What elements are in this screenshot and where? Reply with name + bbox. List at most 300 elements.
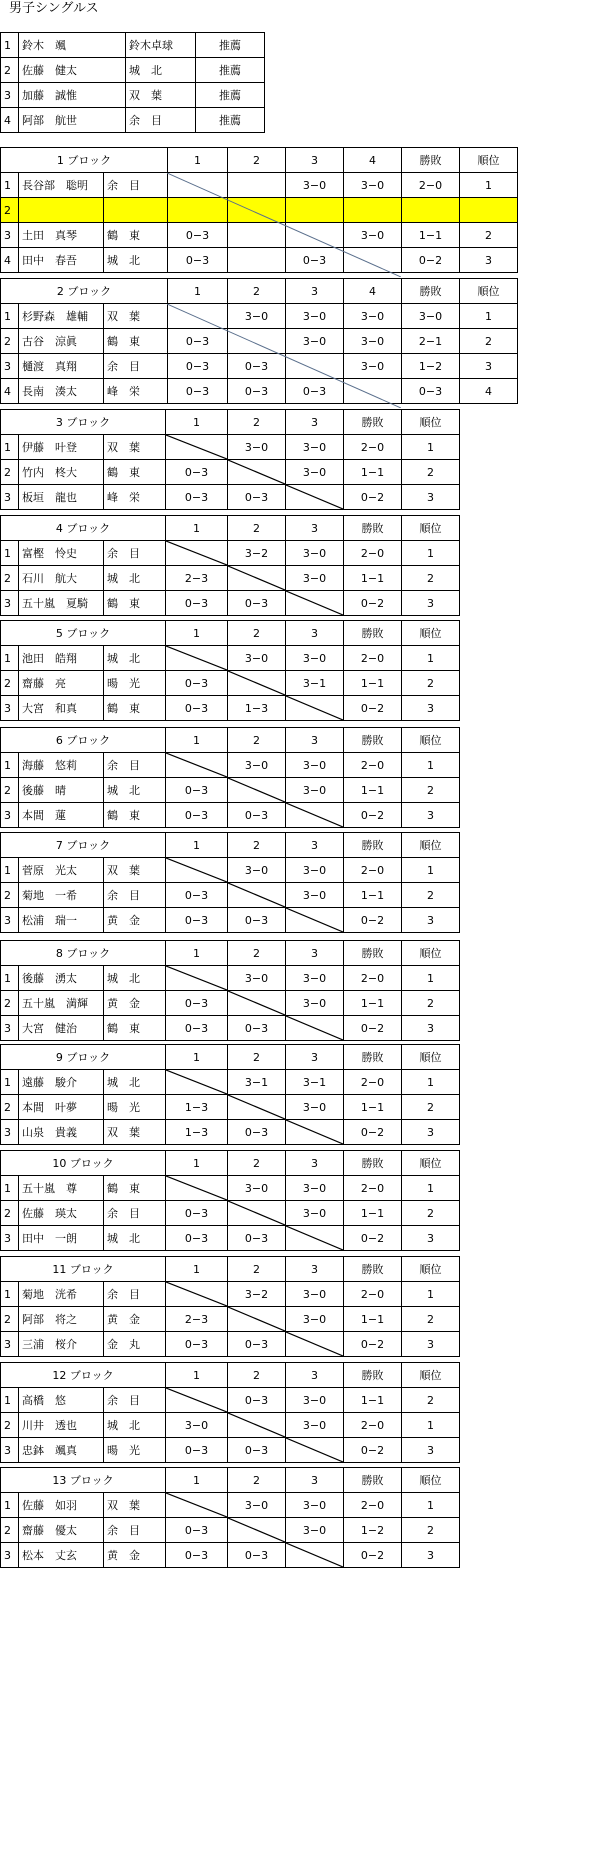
match-score: 3−2 [228,1282,286,1307]
team-name: 黄 金 [104,991,166,1016]
match-score: 3−0 [286,329,344,354]
match-score: 3−0 [344,354,402,379]
rank: 2 [402,1388,460,1413]
block-title: 5 ブロック [1,621,166,646]
seed-row [1,83,265,108]
team-name: 余 目 [104,883,166,908]
match-score: 3−0 [286,435,344,460]
table-row [1,1413,460,1438]
win-loss: 0−2 [344,1016,402,1041]
table-row [1,435,460,460]
win-loss: 2−1 [402,329,460,354]
player-name: 杉野森 雄輔 [19,304,104,329]
win-loss: 2−0 [344,753,402,778]
seed-note: 推薦 [196,33,265,58]
match-score: 0−3 [228,1120,286,1145]
table-row [1,1095,460,1120]
player-name [19,198,104,223]
match-score: 0−3 [286,379,344,404]
row-number: 1 [1,1176,19,1201]
win-loss: 1−1 [344,671,402,696]
block-title: 9 ブロック [1,1045,166,1070]
block-table [0,727,460,828]
diagonal-line [166,966,227,990]
team-name: 城 北 [104,248,168,273]
win-loss: 0−2 [344,1226,402,1251]
win-loss: 1−2 [344,1518,402,1543]
rank: 1 [402,541,460,566]
match-score: 3−1 [228,1070,286,1095]
row-number: 3 [1,223,19,248]
match-score: 0−3 [166,1226,228,1251]
row-number: 2 [1,991,19,1016]
table-row [1,1282,460,1307]
row-number: 3 [1,1332,19,1357]
team-name: 鶴 東 [104,460,166,485]
win-loss: 1−1 [344,460,402,485]
player-name: 五十嵐 満輝 [19,991,104,1016]
player-name: 齋藤 優太 [19,1518,104,1543]
match-score: 0−3 [166,1543,228,1568]
rank: 3 [402,1120,460,1145]
column-header: 2 [228,1257,286,1282]
column-header: 3 [286,410,344,435]
player-name: 田中 一朗 [19,1226,104,1251]
column-header-wl: 勝敗 [344,516,402,541]
player-name: 後藤 湧太 [19,966,104,991]
self-match-cell [286,696,344,721]
block-title: 1 ブロック [1,148,168,173]
rank: 3 [402,1016,460,1041]
block-table [0,832,460,933]
win-loss: 1−1 [344,566,402,591]
row-number: 3 [1,1438,19,1463]
match-score: 1−3 [166,1120,228,1145]
match-score: 0−3 [166,591,228,616]
seed-row [1,33,265,58]
column-header-rank: 順位 [460,279,518,304]
team-name: 暘 光 [104,1095,166,1120]
player-name: 板垣 龍也 [19,485,104,510]
match-score: 3−0 [344,173,402,198]
column-header: 3 [286,148,344,173]
table-row [1,1518,460,1543]
diagonal-line [286,1543,343,1567]
rank: 2 [402,778,460,803]
rank: 1 [460,304,518,329]
win-loss: 0−3 [402,379,460,404]
seed-row [1,58,265,83]
block-header-row [1,1468,460,1493]
match-score: 0−3 [228,1438,286,1463]
match-score: 3−0 [286,858,344,883]
table-row [1,883,460,908]
column-header-rank: 順位 [402,1363,460,1388]
self-match-cell [228,883,286,908]
self-match-cell [166,1388,228,1413]
rank: 1 [402,966,460,991]
player-name: 菊地 洸希 [19,1282,104,1307]
block-table [0,940,460,1041]
team-name: 鶴 東 [104,696,166,721]
block-header-row [1,1045,460,1070]
player-name: 佐藤 瑛太 [19,1201,104,1226]
diagonal-line [167,304,401,408]
rank: 3 [402,1332,460,1357]
diagonal-line [228,671,285,695]
match-score: 3−0 [286,1413,344,1438]
table-row [1,591,460,616]
player-name: 佐藤 健太 [19,58,126,83]
match-score: 2−3 [166,566,228,591]
diagonal-line [228,1307,285,1331]
rank: 2 [402,991,460,1016]
match-score: 3−0 [166,1413,228,1438]
block-table [0,620,460,721]
seed-number: 2 [1,58,19,83]
rank: 1 [402,1070,460,1095]
block-header-row [1,148,518,173]
match-score: 0−3 [166,671,228,696]
match-score: 3−0 [228,966,286,991]
column-header: 1 [166,1468,228,1493]
player-name: 池田 皓翔 [19,646,104,671]
rank: 2 [460,223,518,248]
match-score: 3−0 [286,991,344,1016]
row-number: 1 [1,858,19,883]
player-name: 本間 叶夢 [19,1095,104,1120]
match-score: 0−3 [166,778,228,803]
team-name: 余 目 [104,1201,166,1226]
table-row [1,1120,460,1145]
win-loss: 2−0 [344,1413,402,1438]
row-number: 1 [1,435,19,460]
row-number: 3 [1,803,19,828]
column-header-rank: 順位 [402,728,460,753]
table-row [1,1332,460,1357]
match-score: 3−0 [286,966,344,991]
team-name: 金 丸 [104,1332,166,1357]
self-match-cell [228,991,286,1016]
match-score: 3−0 [286,1282,344,1307]
seed-number: 3 [1,83,19,108]
team-name: 城 北 [104,1070,166,1095]
player-name: 後藤 晴 [19,778,104,803]
team-name: 城 北 [104,778,166,803]
rank: 2 [402,671,460,696]
win-loss: 1−1 [344,778,402,803]
team-name: 双 葉 [104,858,166,883]
match-score: 2−3 [166,1307,228,1332]
match-score: 0−3 [166,991,228,1016]
player-name: 古谷 涼眞 [19,329,104,354]
diagonal-line [286,1332,343,1356]
column-header: 2 [228,410,286,435]
team-name: 余 目 [104,541,166,566]
row-number: 2 [1,1307,19,1332]
self-match-cell [166,541,228,566]
row-number: 1 [1,646,19,671]
column-header: 2 [228,1363,286,1388]
self-match-cell [166,1282,228,1307]
team-name: 城 北 [104,966,166,991]
table-row [1,485,460,510]
row-number: 2 [1,671,19,696]
match-score: 0−3 [166,1016,228,1041]
team-name: 余 目 [104,173,168,198]
column-header-wl: 勝敗 [344,1363,402,1388]
column-header: 1 [166,728,228,753]
self-match-cell [166,753,228,778]
rank: 1 [402,858,460,883]
match-score: 3−0 [286,1388,344,1413]
match-score: 3−0 [228,858,286,883]
column-header: 3 [286,1257,344,1282]
team-name: 城 北 [104,1226,166,1251]
match-score: 3−0 [286,1201,344,1226]
column-header-wl: 勝敗 [344,1151,402,1176]
team-name: 余 目 [104,354,168,379]
match-score: 0−3 [228,1332,286,1357]
column-header: 1 [166,833,228,858]
column-header-wl: 勝敗 [344,1468,402,1493]
column-header-rank: 順位 [402,410,460,435]
team-name: 鶴 東 [104,329,168,354]
column-header-wl: 勝敗 [344,1257,402,1282]
match-score: 0−3 [166,1332,228,1357]
seed-row [1,108,265,133]
block-title: 2 ブロック [1,279,168,304]
match-score: 0−3 [166,883,228,908]
self-match-cell [228,778,286,803]
seed-number: 4 [1,108,19,133]
row-number: 1 [1,173,19,198]
self-match-cell [286,591,344,616]
rank: 1 [402,1176,460,1201]
self-match-cell [228,460,286,485]
match-score: 3−0 [286,1493,344,1518]
column-header: 2 [228,833,286,858]
match-score: 3−0 [286,778,344,803]
column-header: 2 [228,1151,286,1176]
diagonal-line [286,1438,343,1462]
player-name: 忠鉢 颯真 [19,1438,104,1463]
page-title: 男子シングルス [9,1,99,16]
row-number: 1 [1,966,19,991]
column-header: 3 [286,1045,344,1070]
rank: 3 [460,248,518,273]
block-table [0,409,460,510]
diagonal-line [228,566,285,590]
player-name: 石川 航大 [19,566,104,591]
block-title: 12 ブロック [1,1363,166,1388]
row-number: 2 [1,1095,19,1120]
rank: 3 [460,354,518,379]
column-header: 2 [228,941,286,966]
self-match-cell [166,646,228,671]
diagonal-line [228,991,285,1015]
diagonal-line [166,1176,227,1200]
row-number: 3 [1,908,19,933]
table-row [1,1388,460,1413]
block-header-row [1,833,460,858]
column-header: 1 [166,1151,228,1176]
block-title: 6 ブロック [1,728,166,753]
team-name: 城 北 [104,566,166,591]
match-score: 0−3 [166,1201,228,1226]
self-match-cell [228,566,286,591]
block-header-row [1,941,460,966]
player-name: 阿部 将之 [19,1307,104,1332]
column-header-wl: 勝敗 [344,833,402,858]
table-row [1,803,460,828]
player-name: 竹内 柊大 [19,460,104,485]
block-header-row [1,279,518,304]
table-row [1,1438,460,1463]
column-header: 1 [168,148,228,173]
team-name: 鶴 東 [104,1016,166,1041]
player-name: 菅原 光太 [19,858,104,883]
table-row [1,778,460,803]
table-row [1,460,460,485]
match-score: 0−3 [166,460,228,485]
self-match-cell [286,1332,344,1357]
match-score: 0−3 [228,379,286,404]
win-loss: 1−1 [402,223,460,248]
column-header: 3 [286,941,344,966]
column-header-wl: 勝敗 [344,410,402,435]
match-score: 3−0 [228,646,286,671]
self-match-cell [286,1016,344,1041]
diagonal-line [286,1120,343,1144]
rank: 2 [402,883,460,908]
player-name: 富樫 怜史 [19,541,104,566]
team-name: 峰 栄 [104,485,166,510]
match-score: 0−3 [228,591,286,616]
diagonal-line [228,883,285,907]
rank: 3 [402,908,460,933]
row-number: 1 [1,753,19,778]
win-loss: 2−0 [344,435,402,460]
column-header: 4 [344,279,402,304]
row-number: 2 [1,1413,19,1438]
self-match-cell [166,1070,228,1095]
rank: 2 [460,329,518,354]
block-table [0,1044,460,1145]
diagonal-line [286,485,343,509]
win-loss: 2−0 [344,966,402,991]
match-score: 0−3 [168,354,228,379]
column-header: 3 [286,728,344,753]
self-match-cell [166,1176,228,1201]
table-row [1,1016,460,1041]
column-header: 2 [228,279,286,304]
column-header-rank: 順位 [402,941,460,966]
rank: 1 [402,435,460,460]
table-row [1,908,460,933]
player-name: 三浦 桜介 [19,1332,104,1357]
block-title: 3 ブロック [1,410,166,435]
rank: 3 [402,1438,460,1463]
match-score: 3−0 [286,753,344,778]
column-header: 1 [166,941,228,966]
win-loss: 1−1 [344,1388,402,1413]
table-row [1,1201,460,1226]
win-loss: 2−0 [402,173,460,198]
match-score: 0−3 [228,1226,286,1251]
rank: 1 [402,753,460,778]
column-header-rank: 順位 [402,1468,460,1493]
team-name: 城 北 [104,646,166,671]
block-header-row [1,516,460,541]
row-number: 1 [1,1493,19,1518]
block-title: 11 ブロック [1,1257,166,1282]
win-loss: 0−2 [344,1543,402,1568]
diagonal-line [228,778,285,802]
win-loss: 1−1 [344,1095,402,1120]
match-score: 3−0 [344,304,402,329]
row-number: 1 [1,1388,19,1413]
diagonal-line [166,1282,227,1306]
table-row [1,753,460,778]
match-score: 3−0 [286,541,344,566]
win-loss: 0−2 [344,1438,402,1463]
match-score: 0−3 [166,696,228,721]
team-name: 余 目 [126,108,196,133]
match-score: 0−3 [228,908,286,933]
seed-table [0,32,265,133]
team-name: 双 葉 [104,304,168,329]
rank: 3 [402,591,460,616]
rank: 3 [402,485,460,510]
team-name: 峰 栄 [104,379,168,404]
match-score: 3−0 [286,304,344,329]
column-header: 1 [166,1045,228,1070]
match-score: 3−2 [228,541,286,566]
row-number: 3 [1,696,19,721]
block-header-row [1,621,460,646]
block-header-row [1,1363,460,1388]
win-loss: 0−2 [344,696,402,721]
row-number: 2 [1,460,19,485]
self-match-cell [286,1543,344,1568]
player-name: 遠藤 駿介 [19,1070,104,1095]
match-score: 0−3 [168,379,228,404]
column-header-wl: 勝敗 [344,1045,402,1070]
column-header: 3 [286,621,344,646]
self-match-cell [166,858,228,883]
match-score: 0−3 [228,1543,286,1568]
block-table [0,1256,460,1357]
column-header: 3 [286,516,344,541]
win-loss: 1−1 [344,991,402,1016]
player-name: 齋藤 亮 [19,671,104,696]
match-score: 0−3 [286,248,344,273]
match-score: 3−0 [286,1176,344,1201]
diagonal-line [286,1226,343,1250]
self-match-cell [228,671,286,696]
player-name: 加藤 誠惟 [19,83,126,108]
self-match-cell [286,1438,344,1463]
match-score: 1−3 [228,696,286,721]
win-loss: 0−2 [344,908,402,933]
table-row [1,671,460,696]
match-score: 0−3 [168,329,228,354]
rank: 4 [460,379,518,404]
self-match-cell [286,1226,344,1251]
match-score: 0−3 [228,1388,286,1413]
seed-note: 推薦 [196,83,265,108]
